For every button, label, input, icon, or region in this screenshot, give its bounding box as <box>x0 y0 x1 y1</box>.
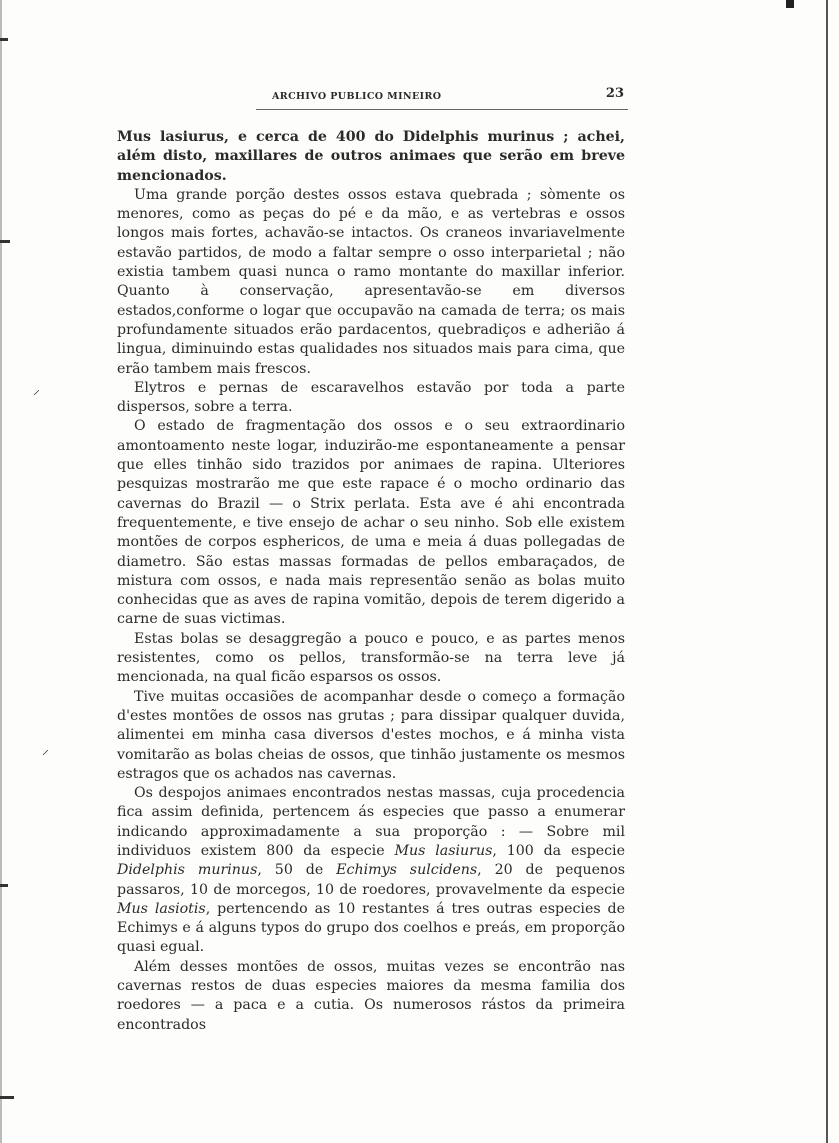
text-run: Elytros e pernas de escaravelhos estavão por toda a parte dispersos, sobre a terra. <box>117 379 625 416</box>
text-run: Tive muitas occasiões de acompanhar desde o começo a formação d'estes montões de ossos nas grutas ; para dissipar qualquer duvida, alimentei em minha casa diversos d'estes mochos, e á minha vista vomitarão as bolas cheias de ossos, que tinhão justamente os mesmos estragos que os achados nas cavernas. <box>117 688 625 782</box>
page-left-edge <box>0 0 2 1143</box>
text-run: Echimys sulcidens <box>336 862 478 879</box>
paragraph <box>117 630 625 688</box>
text-run: Uma grande porção destes ossos estava quebrada ; sòmente os menores, como as peças do pé e da mão, e as vertebras e ossos longos mais fortes, achavão-se intactos. Os craneos invariavelmente estavão partidos, de modo a faltar sempre o osso interparietal ; não existia tambem quasi nunca o ramo montante do maxillar inferior. Quanto à conservação, apresentavão-se em diversos estados,conforme o logar que occupavão na camada de terra; os mais profundamente situados erão pardacentos, quebradiços e adherião á lingua, diminuindo estas qualidades nos situados mais para cima, que erão tambem mais frescos. <box>117 186 625 377</box>
text-run: , 100 da especie <box>492 842 625 859</box>
header-rule <box>256 109 628 110</box>
paragraph <box>117 128 625 186</box>
margin-tick <box>0 884 8 887</box>
margin-tick <box>0 38 8 41</box>
text-run: Estas bolas se desaggregão a pouco e pouco, e as partes menos resistentes, como os pellos, transformão-se na terra leve já mencionada, na qual ficão esparsos os ossos. <box>117 630 625 686</box>
text-run: Mus lasiotis <box>117 900 206 917</box>
scan-corner-mark <box>786 0 794 8</box>
text-run: , pertencendo as 10 restantes á tres outras especies de Echimys e á alguns typos do grupo dos coelhos e preás, em proporção quasi egual. <box>117 900 625 956</box>
page-number: 23 <box>605 86 624 101</box>
text-run: O estado de fragmentação dos ossos e o seu extraordinario amontoamento neste logar, induzirão-me espontaneamente a pensar que elles tinhão sido trazidos por animaes de rapina. Ulteriores pesquizas mostrarão me que este rapace é o mocho ordinario das cavernas do Brazil — o Strix perlata. Esta ave é ahi encontrada frequentemente, e tive ensejo de achar o seu ninho. Sob elle existem montões de corpos esphericos, de uma e meia á duas pollegadas de diametro. São estas massas formadas de pellos embaraçados, de mistura com ossos, e nada mais representão senão as bolas muito conhecidas que as aves de rapina vomitão, depois de terem digerido a carne de suas victimas. <box>117 418 625 628</box>
text-run: Os despojos animaes encontrados nestas massas, cuja procedencia fica assim definida, pertencem ás especies que passo a enumerar indicando approximadamente a sua proporção : — Sobre mil individuos existem 800 da especie <box>117 785 625 859</box>
paragraph <box>117 958 625 1035</box>
margin-speck: ⸝ <box>42 742 49 758</box>
text-run: Mus lasiurus, e cerca de 400 do Didelphis murinus ; achei, além disto, maxillares de outros animaes que serão em breve mencionados. <box>117 129 625 184</box>
text-run: Além desses montões de ossos, muitas vezes se encontrão nas cavernas restos de duas especies maiores da mesma familia dos roedores — a paca e a cutia. Os numerosos rástos da primeira encontrados <box>117 958 625 1033</box>
paragraph <box>117 417 625 629</box>
margin-tick <box>0 240 10 243</box>
paragraph <box>117 186 625 379</box>
paragraph <box>117 379 625 418</box>
paragraph <box>117 688 625 784</box>
running-header <box>256 86 626 110</box>
text-run: Mus lasiurus <box>394 842 493 859</box>
running-title: ARCHIVO PUBLICO MINEIRO <box>272 91 442 102</box>
text-run: , 20 de pequenos passaros, 10 de morcegos, 10 de roedores, provavelmente da especie <box>117 862 625 898</box>
paragraph <box>117 784 625 958</box>
margin-tick <box>0 1096 14 1099</box>
page-right-edge <box>826 0 828 1143</box>
text-run: , 50 de <box>257 862 337 879</box>
margin-speck: ⸝ <box>33 382 40 398</box>
body-text <box>117 128 625 1035</box>
text-run: Didelphis murinus <box>117 862 258 879</box>
